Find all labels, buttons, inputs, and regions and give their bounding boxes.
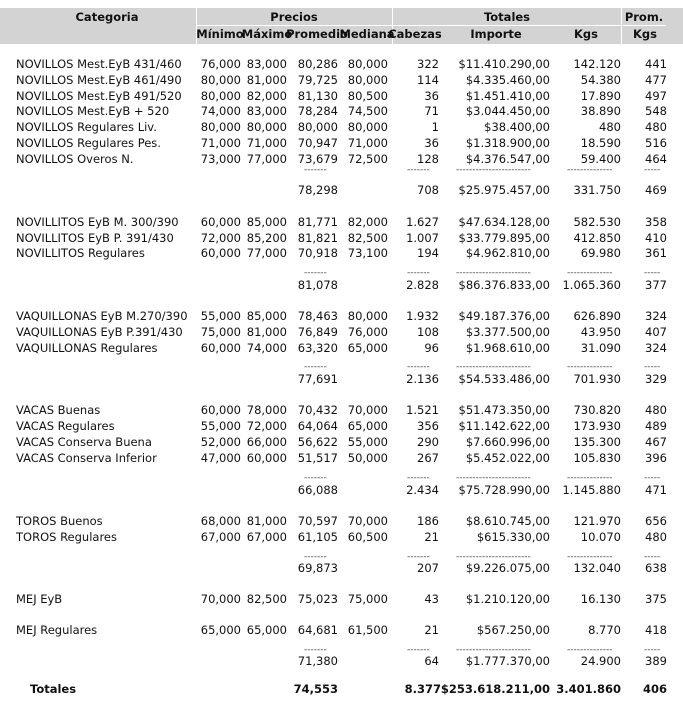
cell-prom: 480 [645,120,667,134]
cell-cabezas: 21 [424,623,439,637]
subtotal-separator: -------------- [567,473,613,483]
cell-cabezas: 356 [417,419,439,433]
cell-prom: 361 [645,246,667,260]
cell-promedio: 70,432 [297,403,338,417]
cell-maximo: 81,000 [246,325,287,339]
cell-categoria: VACAS Buenas [16,403,101,417]
cell-kgs: 173.930 [573,419,621,433]
totals-cabezas: 8.377 [404,682,441,696]
cell-kgs: 17.890 [580,89,621,103]
subtotal-promedio: 66,088 [297,483,338,497]
cell-minimo: 60,000 [200,246,241,260]
totals-kgs: 3.401.860 [556,682,621,696]
header-minimo: Mínimo [196,27,244,41]
cell-importe: $615.330,00 [476,530,550,544]
subtotal-prom: 377 [645,278,667,292]
cell-minimo: 65,000 [200,623,241,637]
header-divider [621,8,622,44]
cell-categoria: VAQUILLONAS EyB M.270/390 [16,309,188,323]
cell-categoria: NOVILLOS Regulares Liv. [16,120,157,134]
cell-cabezas: 322 [417,57,439,71]
subtotal-separator: ----------------------- [456,645,531,655]
subtotal-cabezas: 2.434 [406,483,439,497]
subtotal-separator: ----- [644,473,661,483]
cell-prom: 548 [645,104,667,118]
cell-minimo: 47,000 [200,451,241,465]
cell-minimo: 80,000 [200,120,241,134]
cell-mediana: 70,000 [347,514,388,528]
cell-kgs: 582.530 [573,215,621,229]
cell-maximo: 78,000 [246,403,287,417]
subtotal-separator: ----------------------- [456,473,531,483]
cell-maximo: 85,000 [246,309,287,323]
cell-promedio: 78,284 [297,104,338,118]
cell-minimo: 60,000 [200,341,241,355]
cell-mediana: 80,000 [347,73,388,87]
cell-importe: $3.377.500,00 [465,325,550,339]
cell-importe: $1.451.410,00 [465,89,550,103]
cell-categoria: VACAS Conserva Buena [16,435,152,449]
cell-categoria: NOVILLITOS EyB P. 391/430 [16,231,174,245]
cell-importe: $567.250,00 [476,623,550,637]
subtotal-separator: ------- [304,362,327,372]
cell-categoria: MEJ EyB [16,592,63,606]
cell-minimo: 52,000 [200,435,241,449]
cell-mediana: 65,000 [347,419,388,433]
cell-cabezas: 290 [417,435,439,449]
cell-mediana: 61,500 [347,623,388,637]
subtotal-promedio: 71,380 [297,654,338,668]
cell-maximo: 77,000 [246,152,287,166]
cell-maximo: 83,000 [246,57,287,71]
cell-kgs: 412.850 [573,231,621,245]
subtotal-separator: ------- [407,362,430,372]
cell-promedio: 80,000 [297,120,338,134]
cell-categoria: NOVILLITOS EyB M. 300/390 [16,215,179,229]
cell-prom: 358 [645,215,667,229]
totals-importe: $253.618.211,00 [440,682,550,696]
subtotal-prom: 471 [645,483,667,497]
cell-promedio: 56,622 [297,435,338,449]
cell-mediana: 76,000 [347,325,388,339]
cell-minimo: 74,000 [200,104,241,118]
cell-importe: $1.210.120,00 [465,592,550,606]
cell-importe: $38.400,00 [484,120,550,134]
cell-prom: 407 [645,325,667,339]
cell-prom: 324 [645,309,667,323]
subtotal-prom: 638 [645,561,667,575]
cell-prom: 480 [645,403,667,417]
cell-importe: $5.452.022,00 [465,451,550,465]
cell-cabezas: 114 [417,73,439,87]
cell-kgs: 105.830 [573,451,621,465]
subtotal-promedio: 78,298 [297,183,338,197]
cell-cabezas: 1.627 [406,215,439,229]
cell-categoria: NOVILLOS Mest.EyB 431/460 [16,57,182,71]
cell-categoria: NOVILLOS Mest.EyB + 520 [16,104,170,118]
cell-prom: 441 [645,57,667,71]
subtotal-cabezas: 64 [424,654,439,668]
cell-cabezas: 1 [431,120,439,134]
cell-maximo: 83,000 [246,104,287,118]
cell-cabezas: 108 [417,325,439,339]
cell-minimo: 80,000 [200,73,241,87]
cell-minimo: 73,000 [200,152,241,166]
cell-minimo: 55,000 [200,419,241,433]
cell-kgs: 38.890 [580,104,621,118]
header-divider [196,25,666,26]
subtotal-separator: -------------- [567,362,613,372]
cell-kgs: 31.090 [580,341,621,355]
cell-kgs: 626.890 [573,309,621,323]
cell-prom: 516 [645,136,667,150]
subtotal-importe: $86.376.833,00 [458,278,550,292]
cell-cabezas: 194 [417,246,439,260]
subtotal-separator: ----- [644,268,661,278]
subtotal-separator: -------------- [567,552,613,562]
cell-promedio: 80,286 [297,57,338,71]
subtotal-cabezas: 207 [417,561,439,575]
cell-maximo: 85,200 [246,231,287,245]
subtotal-separator: ----------------------- [456,362,531,372]
subtotal-separator: ------- [407,268,430,278]
cell-prom: 324 [645,341,667,355]
cell-cabezas: 128 [417,152,439,166]
subtotal-prom: 329 [645,372,667,386]
cell-cabezas: 186 [417,514,439,528]
cell-importe: $3.044.450,00 [465,104,550,118]
cell-maximo: 80,000 [246,120,287,134]
cell-cabezas: 21 [424,530,439,544]
cell-cabezas: 1.521 [406,403,439,417]
cell-maximo: 77,000 [246,246,287,260]
header-promedio: Promedio [286,27,348,41]
cell-kgs: 480 [599,120,621,134]
cell-minimo: 70,000 [200,592,241,606]
cell-maximo: 81,000 [246,73,287,87]
cell-prom: 396 [645,451,667,465]
cell-promedio: 81,821 [297,231,338,245]
cell-kgs: 18.590 [580,136,621,150]
cell-prom: 477 [645,73,667,87]
subtotal-separator: ----- [644,165,661,175]
cell-promedio: 78,463 [297,309,338,323]
cell-mediana: 70,000 [347,403,388,417]
cell-mediana: 71,000 [347,136,388,150]
cell-categoria: VACAS Conserva Inferior [16,451,157,465]
cell-minimo: 55,000 [200,309,241,323]
subtotal-separator: ------- [304,268,327,278]
header-maximo: Máximo [241,27,293,41]
subtotal-separator: -------------- [567,268,613,278]
subtotal-importe: $9.226.075,00 [465,561,550,575]
subtotal-separator: ------- [407,473,430,483]
cell-importe: $8.610.745,00 [465,514,550,528]
header-cabezas: Cabezas [388,27,442,41]
header-kgs: Kgs [574,27,598,41]
cell-cabezas: 36 [424,89,439,103]
cell-categoria: VACAS Regulares [16,419,115,433]
header-mediana: Mediana [339,27,395,41]
cell-promedio: 73,679 [297,152,338,166]
cell-promedio: 51,517 [297,451,338,465]
cell-importe: $11.410.290,00 [458,57,550,71]
cell-promedio: 76,849 [297,325,338,339]
subtotal-separator: ----------------------- [456,165,531,175]
header-prom: Prom. [624,10,664,24]
cell-minimo: 60,000 [200,403,241,417]
cell-cabezas: 1.007 [406,231,439,245]
cell-promedio: 81,771 [297,215,338,229]
subtotal-separator: ------- [304,165,327,175]
subtotal-kgs: 1.065.360 [562,278,621,292]
cell-kgs: 43.950 [580,325,621,339]
cell-prom: 656 [645,514,667,528]
cell-kgs: 10.070 [580,530,621,544]
cell-promedio: 70,947 [297,136,338,150]
cell-prom: 464 [645,152,667,166]
cell-maximo: 60,000 [246,451,287,465]
cell-mediana: 80,500 [347,89,388,103]
subtotal-cabezas: 2.136 [406,372,439,386]
subtotal-separator: -------------- [567,165,613,175]
cell-maximo: 67,000 [246,530,287,544]
cell-categoria: MEJ Regulares [16,623,98,637]
cell-categoria: NOVILLOS Mest.EyB 461/490 [16,73,182,87]
cell-kgs: 121.970 [573,514,621,528]
subtotal-promedio: 77,691 [297,372,338,386]
subtotal-kgs: 1.145.880 [562,483,621,497]
subtotal-promedio: 81,078 [297,278,338,292]
cell-maximo: 82,500 [246,592,287,606]
subtotal-importe: $75.728.990,00 [458,483,550,497]
cell-kgs: 142.120 [573,57,621,71]
cell-promedio: 75,023 [297,592,338,606]
cell-mediana: 80,000 [347,309,388,323]
cell-cabezas: 71 [424,104,439,118]
subtotal-cabezas: 708 [417,183,439,197]
cell-promedio: 70,918 [297,246,338,260]
cell-prom: 497 [645,89,667,103]
cell-minimo: 68,000 [200,514,241,528]
cell-mediana: 72,500 [347,152,388,166]
cell-minimo: 60,000 [200,215,241,229]
subtotal-kgs: 132.040 [573,561,621,575]
subtotal-separator: ----- [644,645,661,655]
cell-mediana: 65,000 [347,341,388,355]
cell-mediana: 60,500 [347,530,388,544]
cell-minimo: 80,000 [200,89,241,103]
cell-prom: 467 [645,435,667,449]
subtotal-importe: $25.975.457,00 [458,183,550,197]
cell-maximo: 74,000 [246,341,287,355]
subtotal-separator: ------- [407,645,430,655]
subtotal-promedio: 69,873 [297,561,338,575]
cell-mediana: 55,000 [347,435,388,449]
cell-promedio: 61,105 [297,530,338,544]
cell-promedio: 79,725 [297,73,338,87]
cell-kgs: 59.400 [580,152,621,166]
cell-categoria: NOVILLOS Mest.EyB 491/520 [16,89,182,103]
cell-mediana: 80,000 [347,57,388,71]
subtotal-separator: ------- [304,473,327,483]
subtotal-importe: $54.533.486,00 [458,372,550,386]
cell-minimo: 76,000 [200,57,241,71]
cell-cabezas: 96 [424,341,439,355]
cell-importe: $33.779.895,00 [458,231,550,245]
cell-mediana: 75,000 [347,592,388,606]
cell-prom: 418 [645,623,667,637]
cell-minimo: 75,000 [200,325,241,339]
cell-importe: $4.376.547,00 [465,152,550,166]
cell-cabezas: 1.932 [406,309,439,323]
cell-kgs: 730.820 [573,403,621,417]
subtotal-separator: ------- [304,645,327,655]
cell-mediana: 50,000 [347,451,388,465]
totals-label: Totales [30,682,77,696]
header-totales: Totales [483,10,531,24]
cell-mediana: 80,000 [347,120,388,134]
cell-mediana: 82,500 [347,231,388,245]
cell-minimo: 67,000 [200,530,241,544]
cell-importe: $51.473.350,00 [458,403,550,417]
header-categoria: Categoria [75,10,139,24]
subtotal-prom: 389 [645,654,667,668]
subtotal-kgs: 24.900 [580,654,621,668]
subtotal-separator: ----------------------- [456,552,531,562]
cell-minimo: 71,000 [200,136,241,150]
subtotal-importe: $1.777.370,00 [465,654,550,668]
cell-kgs: 69.980 [580,246,621,260]
subtotal-separator: ------- [304,552,327,562]
subtotal-separator: ------- [407,165,430,175]
subtotal-separator: ------- [407,552,430,562]
cell-kgs: 135.300 [573,435,621,449]
cell-cabezas: 36 [424,136,439,150]
cell-maximo: 82,000 [246,89,287,103]
cell-categoria: NOVILLOS Regulares Pes. [16,136,161,150]
cell-importe: $7.660.996,00 [465,435,550,449]
cell-promedio: 81,130 [297,89,338,103]
cell-importe: $11.142.622,00 [458,419,550,433]
cell-kgs: 8.770 [588,623,621,637]
cell-importe: $49.187.376,00 [458,309,550,323]
cell-mediana: 73,100 [347,246,388,260]
cell-kgs: 16.130 [580,592,621,606]
cell-minimo: 72,000 [200,231,241,245]
cell-maximo: 66,000 [246,435,287,449]
cell-maximo: 65,000 [246,623,287,637]
cell-promedio: 63,320 [297,341,338,355]
totals-prom: 406 [642,682,667,696]
subtotal-kgs: 701.930 [573,372,621,386]
cell-categoria: NOVILLOS Overos N. [16,152,134,166]
cell-importe: $4.335.460,00 [465,73,550,87]
cell-cabezas: 43 [424,592,439,606]
totals-promedio: 74,553 [293,682,338,696]
subtotal-separator: ----- [644,552,661,562]
cell-cabezas: 267 [417,451,439,465]
subtotal-separator: ----- [644,362,661,372]
subtotal-cabezas: 2.828 [406,278,439,292]
subtotal-prom: 469 [645,183,667,197]
cell-mediana: 74,500 [347,104,388,118]
cell-prom: 489 [645,419,667,433]
cell-prom: 375 [645,592,667,606]
cell-kgs: 54.380 [580,73,621,87]
cell-importe: $47.634.128,00 [458,215,550,229]
cell-promedio: 64,064 [297,419,338,433]
cell-maximo: 71,000 [246,136,287,150]
cell-maximo: 85,000 [246,215,287,229]
header-prom-kgs: Kgs [633,27,657,41]
cell-categoria: VAQUILLONAS Regulares [16,341,158,355]
cell-mediana: 82,000 [347,215,388,229]
cell-importe: $4.962.810,00 [465,246,550,260]
subtotal-kgs: 331.750 [573,183,621,197]
cell-promedio: 64,681 [297,623,338,637]
cell-categoria: NOVILLITOS Regulares [16,246,145,260]
cell-importe: $1.318.900,00 [465,136,550,150]
cell-categoria: VAQUILLONAS EyB P.391/430 [16,325,183,339]
subtotal-separator: -------------- [567,645,613,655]
cell-promedio: 70,597 [297,514,338,528]
cell-categoria: TOROS Buenos [16,514,103,528]
header-precios: Precios [270,10,318,24]
cell-importe: $1.968.610,00 [465,341,550,355]
cell-prom: 480 [645,530,667,544]
subtotal-separator: ----------------------- [456,268,531,278]
cell-prom: 410 [645,231,667,245]
cell-categoria: TOROS Regulares [16,530,117,544]
cell-maximo: 81,000 [246,514,287,528]
header-importe: Importe [470,27,522,41]
cell-maximo: 72,000 [246,419,287,433]
